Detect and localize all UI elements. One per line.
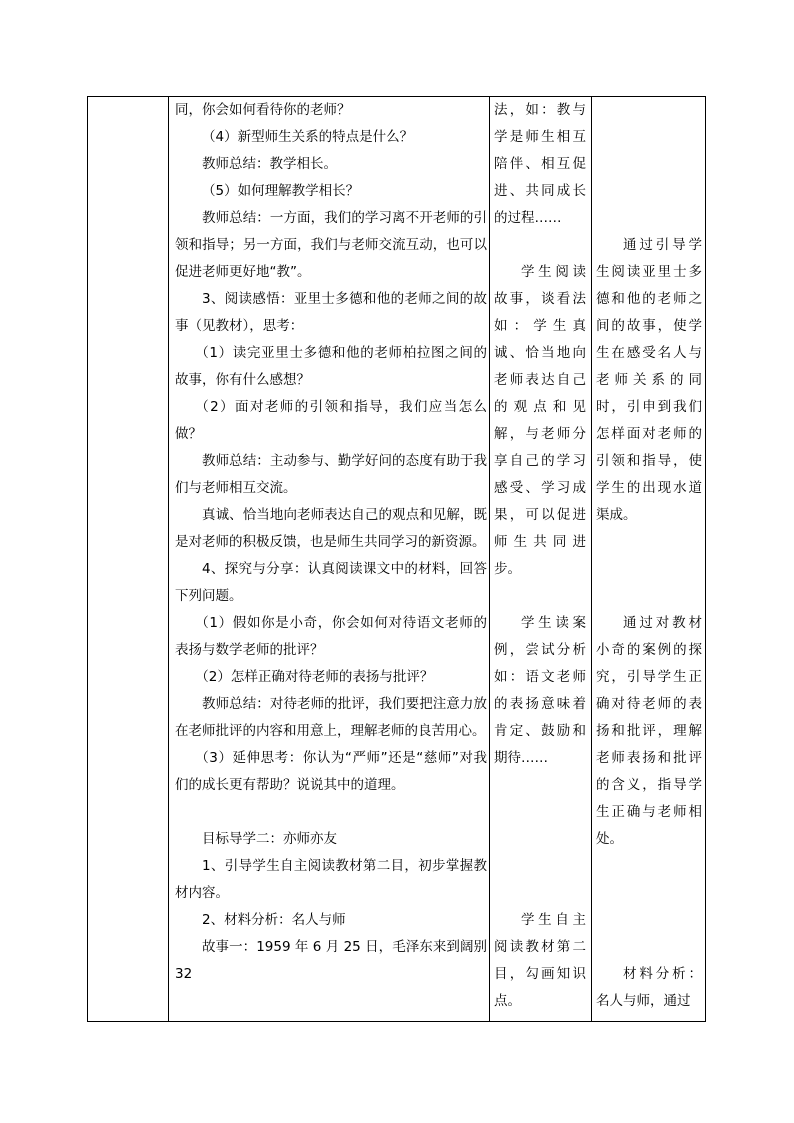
student-note: 学生自主阅读教材第二目，勾画知识点。 [494, 912, 586, 1009]
question: （5）如何理解教学相长？ [202, 183, 360, 199]
design-note: 通过对教材小奇的案例的探究，引导学生正确对待老师的表扬和批评，理解老师表扬和批评的含义，指导学生正确与老师相处。 [596, 615, 702, 847]
teacher-summary: 教师总结：一方面，我们的学习离不开老师的引领和指导；另一方面，我们与老师交流互动，也可以促进老师更好地“教”。 [175, 210, 487, 280]
activity-heading: 4、探究与分享：认真阅读课文中的材料，回答下列问题。 [175, 561, 487, 604]
student-note: 学生阅读故事，谈看法如：学生真诚、恰当地向老师表达自己的观点和见解，与老师分享自己的学习感受、学习成果，可以促进师生共同进步。 [494, 264, 586, 577]
paragraph: 同，你会如何看待你的老师？ [175, 102, 351, 118]
question: （4）新型师生关系的特点是什么？ [202, 129, 414, 145]
question: （3）延伸思考：你认为“严师”还是“慈师”对我们的成长更有帮助？说说其中的道理。 [175, 750, 487, 793]
question: （1）假如你是小奇，你会如何对待语文老师的表扬与数学老师的批评？ [175, 615, 487, 658]
lesson-plan-table [87, 96, 706, 1022]
design-note: 通过引导学生阅读亚里士多德和他的老师之间的故事，使学生在感受名人与老师关系的同时，引申到我们怎样面对老师的引领和指导，使学生的出现水道渠成。 [596, 237, 702, 523]
question: （2）面对老师的引领和指导，我们应当怎么做？ [175, 399, 487, 442]
column-divider [168, 97, 169, 1021]
paragraph: 1、引导学生自主阅读教材第二目，初步掌握教材内容。 [175, 858, 487, 901]
column-divider [591, 97, 592, 1021]
student-activity-column [494, 97, 586, 1015]
paragraph: 故事一：1959 年 6 月 25 日，毛泽东来到阔别 32 [175, 939, 487, 982]
student-note: 学生读案例，尝试分析如：语文老师的表扬意味着肯定、鼓励和期待…… [494, 615, 586, 766]
student-note: 法，如：教与学是师生相互陪伴、相互促进、共同成长的过程…… [494, 102, 586, 226]
design-intent-column [596, 97, 702, 1015]
teacher-summary: 教师总结：对待老师的批评，我们要把注意力放在老师批评的内容和用意上，理解老师的良苦用心。 [175, 696, 487, 739]
section-heading: 目标导学二：亦师亦友 [202, 831, 337, 847]
question: （2）怎样正确对待老师的表扬与批评？ [195, 669, 434, 685]
teacher-summary: 教师总结：主动参与、勤学好问的态度有助于我们与老师相互交流。 [175, 453, 487, 496]
teacher-activity-column [172, 97, 490, 988]
paragraph: 2、材料分析：名人与师 [202, 912, 346, 928]
question: （1）读完亚里士多德和他的老师柏拉图之间的故事，你有什么感想？ [175, 345, 487, 388]
activity-heading: 3、阅读感悟：亚里士多德和他的老师之间的故事（见教材），思考： [175, 291, 487, 334]
paragraph: 真诚、恰当地向老师表达自己的观点和见解，既是对老师的积极反馈，也是师生共同学习的新资源。 [175, 507, 487, 550]
design-note: 材料分析：名人与师，通过 [596, 966, 702, 1009]
teacher-summary: 教师总结：教学相长。 [202, 156, 337, 172]
